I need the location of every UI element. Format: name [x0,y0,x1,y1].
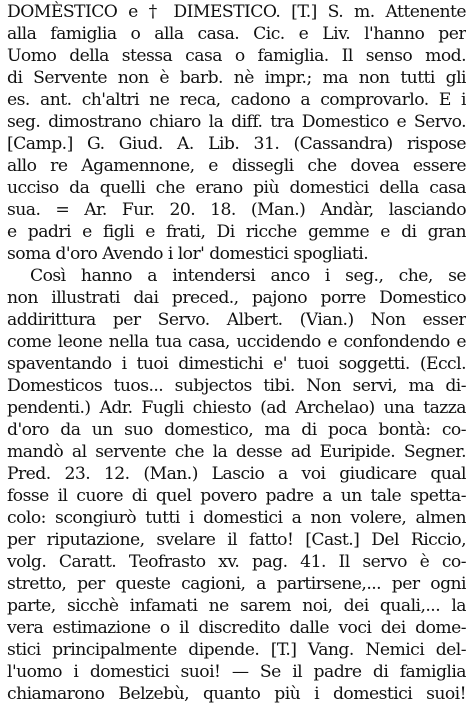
entry-line: fosse il cuore di quel povero padre a un tale spetta- [7,486,466,506]
entry-line: Pred. 23. 12. (Man.) Lascio a voi giudicare qual [7,464,466,484]
entry-line: allo re Agamennone, e dissegli che dovea essere [7,156,466,176]
entry-line: vera estimazione o il discredito dalle voci dei dome- [7,618,466,638]
entry-line: per riputazione, svelare il fatto! [Cast.] Del Riccio, [7,530,466,550]
entry-line: stici principalmente dipende. [T.] Vang. Nemici del- [7,640,466,660]
entry-line: DOMÈSTICO e † DIMESTICO. [T.] S. m. Attenente [7,2,466,22]
entry-line: Così hanno a intendersi anco i seg., che, se [30,266,466,286]
entry-line: stretto, per queste cagioni, a partirsene,... per ogni [7,574,466,594]
entry-line: mandò al servente che la desse ad Euripide. Segner. [7,442,466,462]
entry-line: l'uomo i domestici suoi! — Se il padre di famiglia [7,662,466,682]
entry-line: ucciso da quelli che erano più domestici della casa [7,178,466,198]
entry-line: Domesticos tuos... subjectos tibi. Non servi, ma di- [7,376,466,396]
entry-line: es. ant. ch'altri ne reca, cadono a comprovarlo. E i [7,90,466,110]
entry-line: sua. = Ar. Fur. 20. 18. (Man.) Andàr, lasciando [7,200,466,220]
entry-line: d'oro da un suo domestico, ma di poca bontà: co- [7,420,466,440]
entry-line: colo: scongiurò tutti i domestici a non volere, almen [7,508,466,528]
entry-line: non illustrati dai preced., pajono porre Domestico [7,288,466,308]
entry-line: addirittura per Servo. Albert. (Vian.) Non esser [7,310,466,330]
entry-line: parte, sicchè infamati ne sarem noi, dei quali,... la [7,596,466,616]
entry-line: soma d'oro Avendo i lor' domestici spogliati. [7,244,369,264]
entry-line: seg. dimostrano chiaro la diff. tra Domestico e Servo. [7,112,466,132]
entry-line: alla famiglia o alla casa. Cic. e Liv. l'hanno per [7,24,466,44]
entry-line: [Camp.] G. Giud. A. Lib. 31. (Cassandra) rispose [7,134,466,154]
entry-line: volg. Caratt. Teofrasto xv. pag. 41. Il servo è co- [7,552,466,572]
entry-line: e padri e figli e frati, Di ricche gemme e di gran [7,222,466,242]
entry-line: spaventando i tuoi dimestichi e' tuoi soggetti. (Eccl. [7,354,466,374]
entry-line: pendenti.) Adr. Fugli chiesto (ad Archelao) una tazza [7,398,466,418]
entry-line: come leone nella tua casa, uccidendo e confondendo e [7,332,466,352]
entry-line: Uomo della stessa casa o famiglia. Il senso mod. [7,46,466,66]
entry-line: chiamarono Belzebù, quanto più i domestici suoi! [7,684,466,704]
entry-line: di Servente non è barb. nè impr.; ma non tutti gli [7,68,466,88]
